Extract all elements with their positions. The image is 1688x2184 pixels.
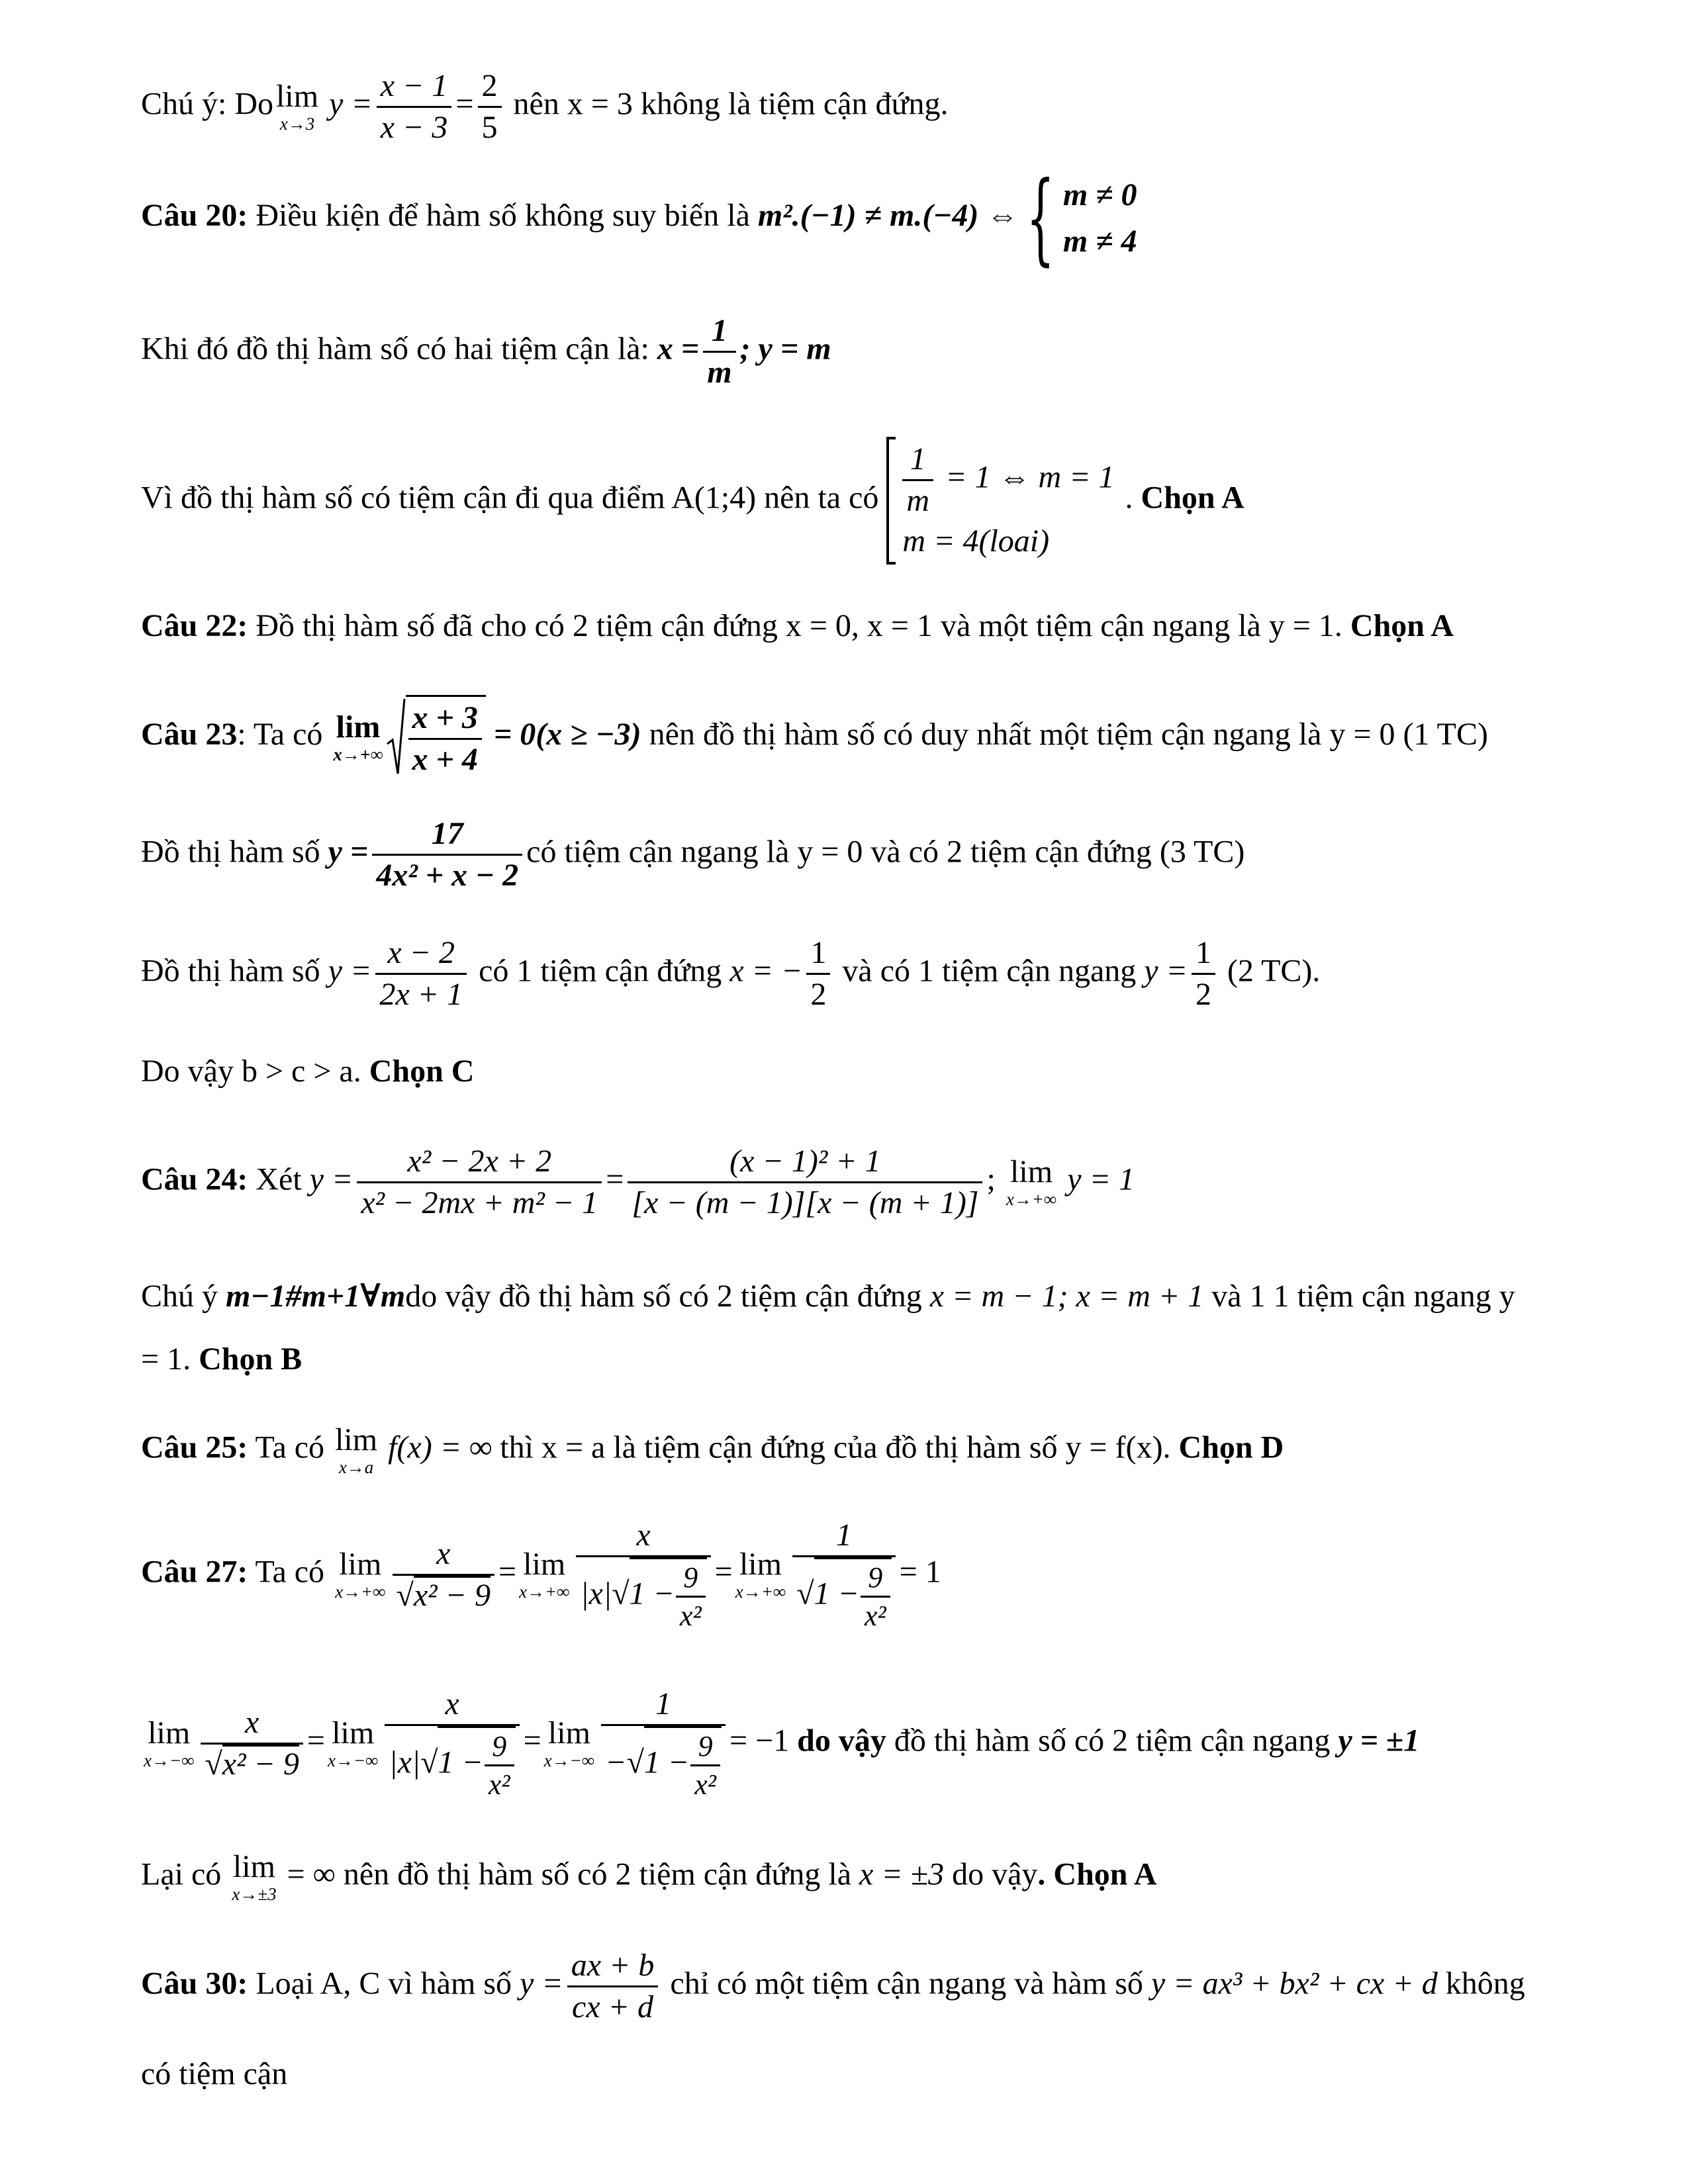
question-label: Câu 30: — [141, 1966, 248, 2001]
answer-choice: Chọn A — [1053, 1856, 1157, 1892]
limit: lim x→a — [335, 1422, 378, 1477]
bracket-system: $\frac{1}{m}$ = 1 ⇔ m = 1 m = 4(loai) — [886, 437, 1125, 565]
answer-choice: Chọn A — [1350, 608, 1454, 643]
question-label: Câu 23 — [141, 717, 238, 752]
question-27: Câu 27: Ta có lim x→+∞ $\frac{x}{\text{√x² − 9}}$ = lim x→+∞ x |x|√1 − $\frac{9}{\text{x²}}$ = lim x→+∞ 1 √1 − $\frac{9}{\text{x²}}$ = 1 — [141, 1516, 941, 1634]
fraction: $\frac{\text{x² − 2x + 2}}{\text{x² − 2mx + m² − 1}}$ — [357, 1142, 602, 1223]
fraction: 1 −√1 − $\frac{9}{\text{x²}}$ — [601, 1684, 726, 1803]
fraction: $\frac{x - 1}{x - 3}$ — [377, 66, 452, 148]
limit-minus-infinity-line: lim x→−∞ $\frac{x}{\text{√x² − 9}}$ = lim x→−∞ x |x|√1 − $\frac{9}{\text{x²}}$ = lim x→−∞ 1 −√1 − $\frac{9}{\text{x²}}$ = −1 do vậy đồ thị hàm số có 2 tiệm cận ngang y = ±1 — [141, 1684, 1419, 1803]
question-label: Câu 24: — [141, 1161, 248, 1197]
limit: lim x→+∞ — [335, 1547, 386, 1602]
fraction: x |x|√1 − $\frac{9}{\text{x²}}$ — [576, 1516, 710, 1634]
answer-choice: Chọn A — [1141, 480, 1244, 516]
conclusion-line: Do vậy b > c > a. Chọn C — [141, 1054, 475, 1089]
fraction: 1 √1 − $\frac{9}{\text{x²}}$ — [792, 1516, 895, 1634]
fraction: $\frac{2}{5}$ — [478, 66, 502, 148]
condition-line: Vì đồ thị hàm số có tiệm cận đi qua điểm A(1;4) nên ta có $\frac{1}{m}$ = 1 ⇔ m = 1 m = 4(loai) . Chọn A — [141, 437, 1244, 565]
limit: lim x→−∞ — [144, 1715, 195, 1771]
question-20: Câu 20: Điều kiện để hàm số không suy biến là m².(−1) ≠ m.(−4) ⇔{ m ≠ 0 m ≠ 4 — [141, 161, 1137, 276]
limit: lim x→+∞ — [1006, 1154, 1057, 1210]
condition-system: m ≠ 0 m ≠ 4 — [1062, 177, 1137, 259]
question-23: Câu 23: Ta có lim x→+∞ $\frac{x + 3}{x + 4}$ = 0(x ≥ −3) nên đồ thị hàm số có duy nhất một tiệm cận ngang là y = 0 (1 TC) — [141, 695, 1488, 780]
answer-choice: Chọn C — [369, 1054, 475, 1089]
question-label: Câu 22: — [141, 608, 248, 643]
note-line-2: Chú ý m−1#m+1∀mdo vậy đồ thị hàm số có 2 tiệm cận đứng x = m − 1; x = m + 1 và 1 1 tiệm cận ngang y — [141, 1279, 1515, 1314]
fraction: $\frac{1}{2}$ — [806, 933, 830, 1015]
fraction: $\frac{1}{m}$ — [703, 311, 735, 392]
limit: lim x→+∞ — [735, 1547, 786, 1602]
question-25: Câu 25: Ta có lim x→a f(x) = ∞ thì x = a là tiệm cận đứng của đồ thị hàm số y = f(x). Chọn D — [141, 1422, 1284, 1477]
question-24: Câu 24: Xét y = $\frac{\text{x² − 2x + 2}}{\text{x² − 2mx + m² − 1}}$ = $\frac{\text{(x − 1)² + 1}}{[x - (m - 1)][x - (m + 1)]}$ ; lim x→+∞ y = 1 — [141, 1142, 1135, 1223]
fraction: $\frac{x}{\text{√x² − 9}}$ — [201, 1703, 303, 1784]
limit: lim x→±3 — [232, 1849, 277, 1904]
limit: lim x→−∞ — [327, 1715, 379, 1771]
answer-choice: Chọn B — [199, 1342, 303, 1377]
limit: lim x→+∞ — [519, 1547, 570, 1602]
fraction: x |x|√1 − $\frac{9}{\text{x²}}$ — [385, 1684, 519, 1803]
sqrt: $\frac{x + 3}{x + 4}$ — [386, 695, 486, 780]
answer-choice: Chọn D — [1178, 1430, 1284, 1465]
question-22: Câu 22: Đồ thị hàm số đã cho có 2 tiệm cận đứng x = 0, x = 1 và một tiệm cận ngang là y = 1. Chọn A — [141, 608, 1454, 643]
graph-line-2: Đồ thị hàm số y = $\frac{x - 2}{2x + 1}$ có 1 tiệm cận đứng x = − $\frac{1}{2}$ và có 1 tiệm cận ngang y = $\frac{1}{2}$ (2 TC). — [141, 933, 1320, 1015]
vertical-asymptote-line: Lại có lim x→±3 = ∞ nên đồ thị hàm số có 2 tiệm cận đứng là x = ±3 do vậy. Chọn A — [141, 1849, 1157, 1904]
question-label: Câu 25: — [141, 1430, 248, 1465]
note-line-3: = 1. Chọn B — [141, 1342, 303, 1377]
limit: lim x→3 — [276, 79, 319, 134]
fraction: $\frac{1}{2}$ — [1192, 933, 1215, 1015]
question-30: Câu 30: Loại A, C vì hàm số y = $\frac{ax + b}{cx + d}$ chỉ có một tiệm cận ngang và hàm số y = ax³ + bx² + cx + d không — [141, 1946, 1525, 2027]
fraction: $\frac{ax + b}{cx + d}$ — [567, 1946, 659, 2027]
graph-line-1: Đồ thị hàm số y = $\frac{17}{\text{4x² + x − 2}}$ có tiệm cận ngang là y = 0 và có 2 tiệm cận đứng (3 TC) — [141, 814, 1244, 895]
note-text: Chú ý: Do — [141, 86, 274, 122]
fraction: $\frac{\text{(x − 1)² + 1}}{[x - (m - 1)][x - (m + 1)]}$ — [628, 1142, 982, 1223]
question-label: Câu 27: — [141, 1554, 248, 1590]
fraction: $\frac{17}{\text{4x² + x − 2}}$ — [372, 814, 522, 895]
fraction: $\frac{x}{\text{√x² − 9}}$ — [393, 1534, 494, 1615]
note-line: Chú ý: Do lim x→3 y = $\frac{x - 1}{x - 3}$ = $\frac{2}{5}$ nên x = 3 không là tiệm cận đứng. — [141, 66, 948, 148]
brace-icon: { — [1026, 161, 1055, 276]
limit: lim x→−∞ — [543, 1715, 595, 1771]
limit: lim x→+∞ — [333, 709, 383, 764]
math-expression: m².(−1) ≠ m.(−4) ⇔ — [757, 198, 1019, 234]
fraction: $\frac{x - 2}{2x + 1}$ — [375, 933, 467, 1015]
question-label: Câu 20: — [141, 198, 248, 234]
asymptote-line: Khi đó đồ thị hàm số có hai tiệm cận là: x = $\frac{1}{m}$ ; y = m — [141, 311, 831, 392]
question-30-continued: có tiệm cận — [141, 2056, 288, 2091]
